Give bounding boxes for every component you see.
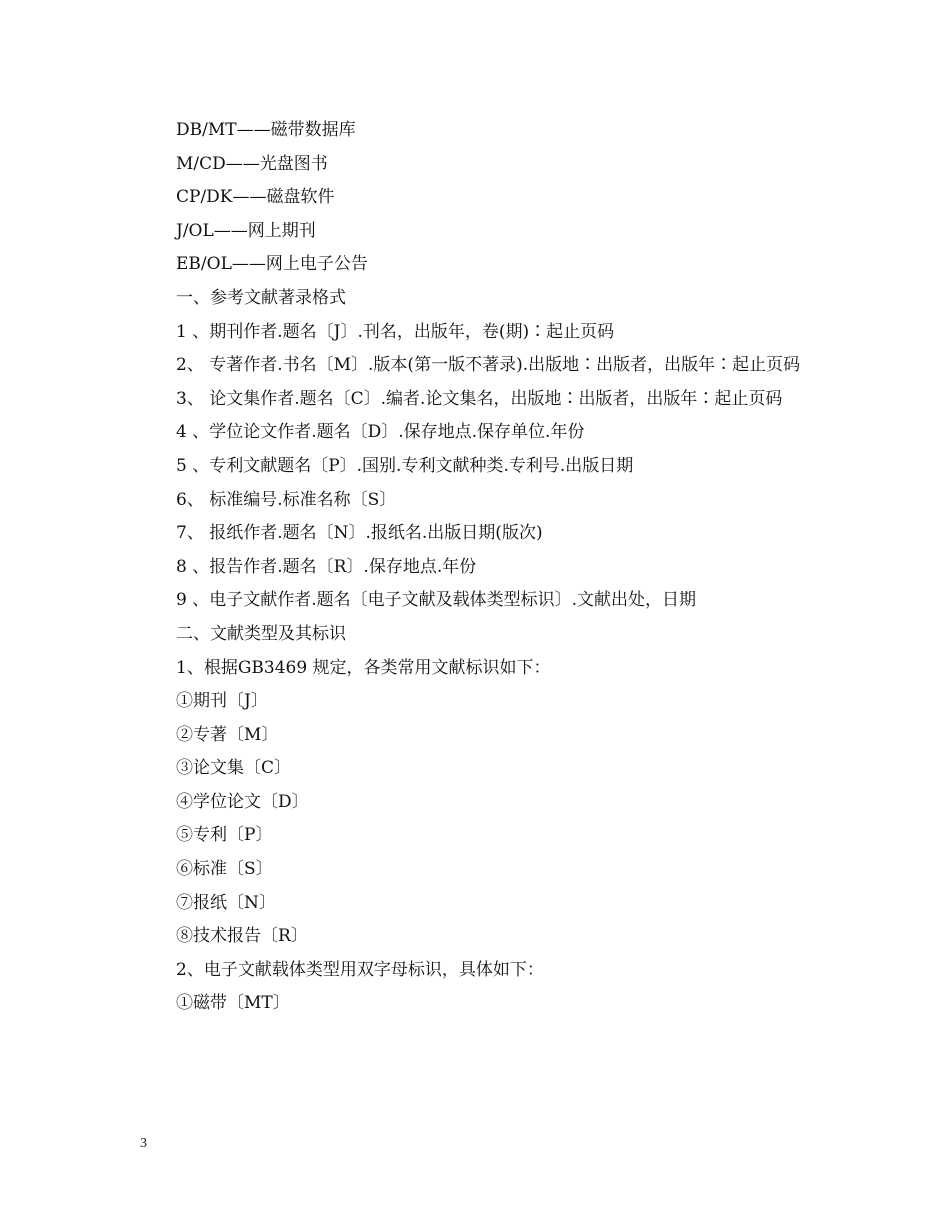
text-line: J/OL——网上期刊 xyxy=(176,220,316,241)
section-heading: 二、文献类型及其标识 xyxy=(176,623,346,644)
text-line: 5 、专利文献题名〔P〕.国别.专利文献种类.专利号.出版日期 xyxy=(176,455,634,476)
text-line: 8 、报告作者.题名〔R〕.保存地点.年份 xyxy=(176,556,477,577)
list-item: ④学位论文〔D〕 xyxy=(176,791,309,812)
text-line: 1、根据GB3469 规定，各类常用文献标识如下： xyxy=(176,657,551,678)
text-line: 2、电子文献载体类型用双字母标识，具体如下： xyxy=(176,959,544,980)
text-line: 7、 报纸作者.题名〔N〕.报纸名.出版日期(版次) xyxy=(176,523,543,544)
list-item: ①磁带〔MT〕 xyxy=(176,993,290,1014)
text-line: DB/MT——磁带数据库 xyxy=(176,120,356,140)
page-number: 3 xyxy=(140,1136,147,1151)
list-item: ⑤专利〔P〕 xyxy=(176,825,273,846)
list-item: ⑦报纸〔N〕 xyxy=(176,892,276,913)
list-item: ⑥标准〔S〕 xyxy=(176,859,273,880)
list-item: ②专著〔M〕 xyxy=(176,724,279,745)
text-line: 1 、期刊作者.题名〔J〕.刊名，出版年，卷(期)∶起止页码 xyxy=(176,321,615,342)
paragraph: 2、 专著作者.书名〔M〕.版本(第一版不著录).出版地∶出版者，出版年∶起止页码 xyxy=(176,355,801,376)
text-line: EB/OL——网上电子公告 xyxy=(176,254,368,275)
list-item: ⑧技术报告〔R〕 xyxy=(176,926,308,947)
document-body xyxy=(140,114,820,1021)
text-line: 6、 标准编号.标准名称〔S〕 xyxy=(176,489,397,510)
section-heading: 一、参考文献著录格式 xyxy=(176,287,346,308)
list-item: ③论文集〔C〕 xyxy=(176,758,292,779)
text-line: 4 、学位论文作者.题名〔D〕.保存地点.保存单位.年份 xyxy=(176,422,585,443)
text-line: 9 、电子文献作者.题名〔电子文献及载体类型标识〕.文献出处，日期 xyxy=(176,590,697,611)
paragraph: 3、 论文集作者.题名〔C〕.编者.论文集名，出版地∶出版者，出版年∶起止页码 xyxy=(176,388,783,409)
list-item: ①期刊〔J〕 xyxy=(176,691,268,712)
text-line: CP/DK——磁盘软件 xyxy=(176,187,335,208)
text-line: M/CD——光盘图书 xyxy=(176,153,328,174)
